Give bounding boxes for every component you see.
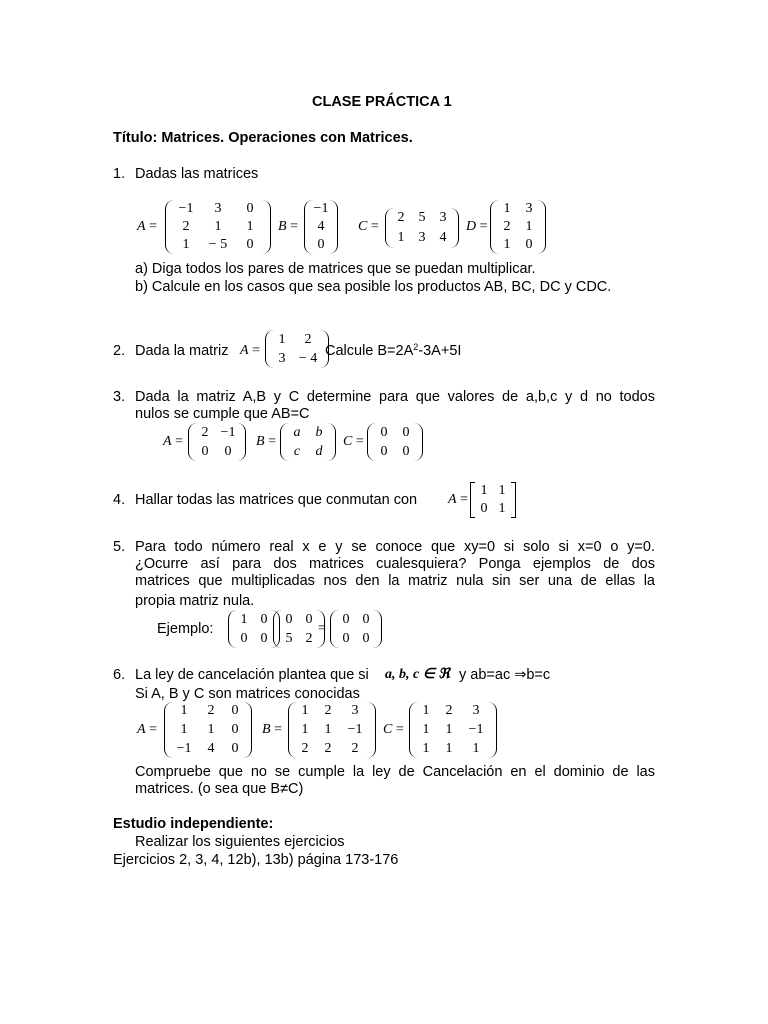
matrix-cell: 1 [246,219,254,234]
exercise-4-number: 4. [113,492,126,508]
matrix-cell: 0 [231,721,239,737]
matrix-cell: 1 [182,237,190,252]
equals-sign: = [318,621,326,636]
matrix-cell: 5 [418,210,426,225]
matrix-cell: 2 [182,219,190,234]
exercise-5-number: 5. [113,539,126,555]
example-label: Ejemplo: [157,621,214,637]
matrix-cell: 0 [480,501,488,516]
matrix-cell: 3 [472,703,480,719]
ex3-matrix-a [188,423,246,461]
matrix-cell: 2 [503,219,511,234]
matrix-cell: 1 [480,483,488,498]
matrix-cell: 0 [224,443,232,459]
independent-line1: Realizar los siguientes ejercicios [135,834,345,850]
exercise-6-line1: La ley de cancelación plantea que si [135,667,369,683]
exercise-5-line2: ¿Ocurre así para dos matrices cualesquiera? Ponga ejemplos de dos [135,556,655,572]
matrix-cell: 2 [301,740,309,756]
independent-line2: Ejercicios 2, 3, 4, 12b), 13b) página 173-176 [113,852,399,868]
matrix-cell: 0 [317,237,325,252]
exercise-1a: a) Diga todos los pares de matrices que se puedan multiplicar. [135,261,536,277]
matrix-cell: 0 [201,443,209,459]
matrix-cell: 3 [439,210,447,225]
matrix-cell: 1 [278,331,286,347]
ex1-matA-label: A = [137,219,157,234]
ex1-matrix-d [490,200,546,254]
matrix-cell: 0 [362,630,370,646]
matrix-cell: 0 [305,611,313,627]
matrix-cell: 3 [214,201,222,216]
matrix-cell: 3 [418,230,426,245]
matrix-cell: 4 [439,230,447,245]
matrix-cell: 0 [342,611,350,627]
matrix-cell: 0 [285,611,293,627]
ex1-matrix-a [165,200,271,254]
matrix-cell: 1 [498,501,506,516]
ex1-matB-label: B = [278,219,298,234]
exercise-3-line2: nulos se cumple que AB=C [135,406,310,422]
matrix-cell: 1 [445,740,453,756]
matrix-cell: 0 [402,424,410,440]
matrix-cell: 2 [304,331,312,347]
matrix-cell: 1 [180,703,188,719]
matrix-cell: 0 [246,237,254,252]
matrix-cell: 1 [207,721,215,737]
matrix-cell: 0 [342,630,350,646]
matrix-cell: 1 [422,721,430,737]
matrix-cell: 1 [180,721,188,737]
page-subtitle: Título: Matrices. Operaciones con Matrices. [113,130,413,146]
matrix-cell: a [293,424,301,440]
ex3-matrix-b [280,423,336,461]
exercise-4-text: Hallar todas las matrices que conmutan con [135,492,418,508]
matrix-cell: 1 [498,483,506,498]
matrix-cell: 2 [351,740,359,756]
exercise-6-number: 6. [113,667,126,683]
matrix-cell: 1 [472,740,480,756]
matrix-cell: 0 [260,611,268,627]
matrix-cell: 1 [422,740,430,756]
matrix-cell: b [315,424,323,440]
matrix-cell: 3 [351,703,359,719]
exercise-1-text: Dadas las matrices [135,166,259,182]
exercise-2-calc: Calcule $B=2A^2-3A+5I$ [325,342,462,359]
exercise-5-line1: Para todo número real x e y se conoce que xy=0 si solo si x=0 o y=0. [135,539,655,555]
matrix-cell: −1 [178,201,194,216]
matrix-cell: 1 [301,703,309,719]
exercise-5-line3: matrices que multiplicadas nos den la matriz nula sin ser una de ellas la [135,573,655,589]
matrix-cell: 1 [503,201,511,216]
independent-heading: Estudio independiente: [113,816,274,832]
matrix-cell: 1 [397,230,405,245]
matrix-cell: 3 [278,350,286,366]
matrix-cell: 1 [422,703,430,719]
matrix-cell: 0 [380,443,388,459]
matrix-cell: 0 [240,630,248,646]
matrix-cell: 3 [525,201,533,216]
matrix-cell: 2 [305,630,313,646]
exercise-6-line1b: y ab=ac ⇒b=c [459,667,551,683]
ex3-matrix-c [367,423,423,461]
matrix-cell: −1 [220,424,236,440]
exercise-5-line4: propia matriz nula. [135,593,255,609]
matrix-cell: 1 [324,721,332,737]
ex5-matrix-3 [330,610,382,648]
matrix-cell: 2 [397,210,405,225]
ex4-matA-label: A = [448,492,468,507]
exercise-2-text: Dada la matriz [135,343,229,359]
matrix-cell: 5 [285,630,293,646]
ex6-matrix-a [164,702,252,758]
ex3-matC-label: C = [343,434,364,449]
matrix-cell: 0 [525,237,533,252]
matrix-cell: 0 [362,611,370,627]
matrix-cell: −1 [468,721,484,737]
ex1-matrix-c [385,208,459,248]
ex6-matrix-c [409,702,497,758]
matrix-cell: −1 [347,721,363,737]
exercise-1b: b) Calcule en los casos que sea posible los productos AB, BC, DC y CDC. [135,279,612,295]
ex1-matD-label: D = [466,219,488,234]
ex2-matrix-a [265,330,329,368]
matrix-cell: 1 [525,219,533,234]
matrix-cell: d [315,443,323,459]
matrix-cell: −1 [313,201,329,216]
matrix-cell: 2 [445,703,453,719]
matrix-cell: − 5 [208,237,228,252]
page-title: CLASE PRÁCTICA 1 [312,94,452,110]
matrix-cell: 0 [260,630,268,646]
matrix-cell: c [293,443,301,459]
exercise-6-line2: Si A, B y C son matrices conocidas [135,686,360,702]
matrix-cell: 1 [445,721,453,737]
matrix-cell: 0 [231,740,239,756]
matrix-cell: 1 [301,721,309,737]
ex6-matrix-b [288,702,376,758]
exercise-1-number: 1. [113,166,126,182]
matrix-cell: − 4 [298,350,318,366]
matrix-cell: 0 [402,443,410,459]
matrix-cell: 2 [201,424,209,440]
exercise-3-line1: Dada la matriz A,B y C determine para que valores de a,b,c y d no todos [135,389,655,405]
ex6-matB-label: B = [262,722,282,737]
ex3-matA-label: A = [163,434,183,449]
matrix-cell: 1 [503,237,511,252]
ex3-matB-label: B = [256,434,276,449]
ex2-matA-label: A = [240,343,260,358]
matrix-cell: 1 [240,611,248,627]
exercise-6-line3: Compruebe que no se cumple la ley de Cancelación en el dominio de las [135,764,655,780]
matrix-cell: 0 [246,201,254,216]
matrix-cell: 2 [324,703,332,719]
matrix-cell: 4 [207,740,215,756]
matrix-cell: 0 [231,703,239,719]
exercise-6-line4: matrices. (o sea que B≠C) [135,781,304,797]
exercise-6-condition: a, b, c ∈ ℜ [385,667,450,682]
ex6-matC-label: C = [383,722,404,737]
ex1-matC-label: C = [358,219,379,234]
matrix-cell: 1 [214,219,222,234]
exercise-2-number: 2. [113,343,126,359]
matrix-cell: 2 [207,703,215,719]
ex6-matA-label: A = [137,722,157,737]
ex4-matrix-a [470,482,516,518]
ex1-matrix-b [304,200,338,254]
matrix-cell: 2 [324,740,332,756]
matrix-cell: 0 [380,424,388,440]
exercise-3-number: 3. [113,389,126,405]
matrix-cell: −1 [176,740,192,756]
matrix-cell: 4 [317,219,325,234]
